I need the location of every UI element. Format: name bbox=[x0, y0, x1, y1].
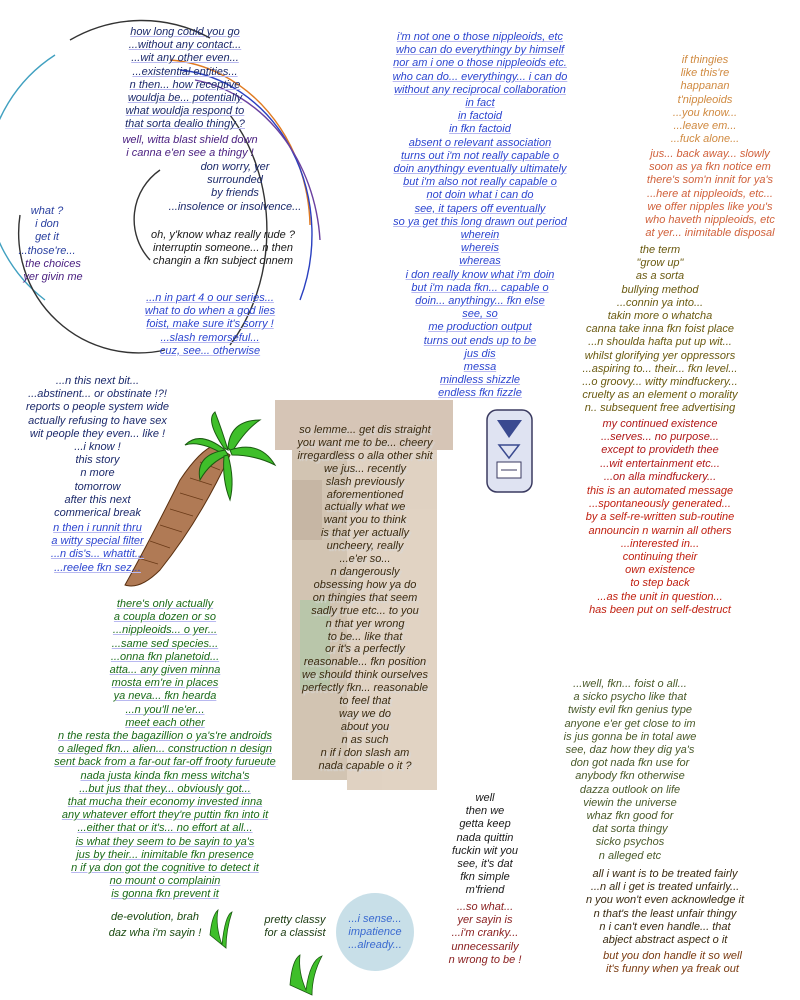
text-line: ...so what... bbox=[456, 901, 514, 913]
text-line: ...here at nippleoids, etc... bbox=[647, 187, 773, 200]
text-block-what-i-dont bbox=[12, 205, 82, 258]
text-line: pretty classy bbox=[264, 914, 326, 926]
text-line: get it bbox=[35, 231, 59, 244]
text-line: nada quittin bbox=[456, 831, 514, 844]
text-line: but i'm also not really capable o bbox=[403, 176, 557, 189]
text-line: canna take inna fkn foist place bbox=[586, 323, 734, 336]
text-line: as a sorta bbox=[635, 270, 685, 283]
text-block-lemme bbox=[285, 424, 445, 772]
text-line: a sicko psycho like that bbox=[573, 691, 687, 704]
text-line: ...n this next bit... bbox=[55, 375, 140, 387]
text-line: turns out i'm not really capable o bbox=[400, 149, 560, 162]
text-line: happanan bbox=[680, 80, 730, 93]
text-line: by a self-re-written sub-routine bbox=[585, 511, 735, 524]
text-line: nor am i one o those nippleoids etc. bbox=[393, 57, 567, 70]
text-line: fuckin wit you bbox=[451, 844, 519, 857]
text-line: aforementioned bbox=[326, 488, 404, 501]
text-line: ...you know... bbox=[672, 106, 738, 119]
text-line: abject abstract aspect o it bbox=[602, 934, 728, 947]
text-line: that sorta dealio thingy ? bbox=[125, 118, 245, 131]
text-line: changin a fkn subject onnem bbox=[152, 255, 294, 268]
text-line: wherein bbox=[460, 229, 500, 242]
text-line: sicko psychos bbox=[595, 836, 665, 849]
text-block-foist bbox=[540, 678, 720, 863]
text-line: dat sorta thingy bbox=[592, 823, 668, 836]
text-line: what ? bbox=[30, 205, 64, 217]
text-block-so-what bbox=[430, 901, 540, 967]
text-line: that mucha their economy invested inna bbox=[67, 796, 263, 809]
text-line: uncheery, really bbox=[326, 540, 404, 553]
text-block-next-bit bbox=[15, 375, 180, 520]
text-block-part4 bbox=[135, 292, 285, 358]
text-line: ...n all i get is treated unfairly... bbox=[590, 881, 740, 894]
text-line: see, daz how they dig ya's bbox=[565, 744, 695, 757]
text-line: own existence bbox=[625, 564, 695, 577]
text-line: unnecessarily bbox=[451, 940, 519, 953]
text-block-classy bbox=[250, 914, 340, 940]
text-block-dont-worry bbox=[150, 161, 320, 214]
text-line: a coupla dozen or so bbox=[113, 611, 217, 624]
text-line: n more bbox=[80, 467, 115, 480]
text-line: nada justa kinda fkn mess witcha's bbox=[80, 769, 250, 782]
text-line: cruelty as an element o morality bbox=[582, 389, 738, 402]
text-line: yer givin me bbox=[23, 271, 83, 284]
text-line: n if i don slash am bbox=[320, 746, 410, 759]
text-line: meet each other bbox=[125, 716, 205, 729]
text-line: n the resta the bagazillion o ya's're androids bbox=[58, 730, 272, 743]
text-line: well bbox=[475, 792, 495, 804]
text-line: but you don handle it so well bbox=[603, 950, 742, 962]
text-line: my continued existence bbox=[602, 418, 718, 430]
text-line: ...on alla mindfuckery... bbox=[603, 470, 717, 483]
text-line: is gonna fkn prevent it bbox=[111, 888, 219, 901]
text-line: see, it tapers off eventually bbox=[414, 202, 546, 215]
text-line: mosta em're in places bbox=[111, 677, 219, 690]
text-line: want you to think bbox=[323, 514, 407, 527]
text-line: tomorrow bbox=[74, 480, 121, 493]
text-line: in fact bbox=[465, 97, 495, 110]
text-block-grow-up bbox=[570, 244, 750, 416]
text-line: bullying method bbox=[621, 283, 699, 296]
text-line: ...n dis's... whattit... bbox=[50, 548, 145, 561]
text-line: to feel that bbox=[339, 695, 391, 708]
text-line: without any reciprocal collaboration bbox=[394, 83, 566, 96]
text-line: ...n shoulda hafta put up wit... bbox=[588, 336, 732, 349]
text-line: jus dis bbox=[464, 347, 496, 360]
text-line: ...n in part 4 o our series... bbox=[146, 292, 274, 304]
text-line: we offer nipples like you's bbox=[647, 200, 773, 213]
text-line: me production output bbox=[428, 321, 532, 334]
text-line: has been put on self-destruct bbox=[589, 603, 731, 616]
text-line: to step back bbox=[630, 577, 690, 590]
text-line: there's som'n innit for ya's bbox=[646, 174, 774, 187]
text-line: messa bbox=[463, 361, 497, 374]
text-line: n.. subsequent free advertising bbox=[584, 402, 736, 415]
text-line: n if ya don got the cognitive to detect it bbox=[71, 862, 259, 875]
text-line: like this're bbox=[680, 67, 730, 80]
text-line: foist, make sure it's sorry ! bbox=[146, 318, 274, 331]
text-block-rude bbox=[138, 229, 308, 269]
text-line: o alleged fkn... alien... construction n design bbox=[57, 743, 273, 756]
text-line: n that yer wrong bbox=[325, 617, 405, 630]
text-line: there's only actually bbox=[116, 598, 214, 610]
text-line: in factoid bbox=[457, 110, 503, 123]
text-block-special-filter bbox=[30, 522, 165, 575]
text-line: ...existential entities... bbox=[132, 65, 238, 78]
text-block-fairly bbox=[565, 868, 765, 947]
text-line: n dangerously bbox=[330, 565, 400, 578]
text-line: t'nippleoids bbox=[677, 93, 733, 106]
text-line: obsessing how ya do bbox=[313, 578, 417, 591]
text-line: so ya get this long drawn out period bbox=[393, 215, 567, 228]
text-line: don got nada fkn use for bbox=[570, 757, 690, 770]
text-line: ...aspiring to... their... fkn level... bbox=[582, 362, 738, 375]
text-line: dazza outlook on life bbox=[579, 783, 681, 796]
text-line: to be... like that bbox=[327, 630, 403, 643]
text-line: see, it's dat bbox=[457, 858, 513, 871]
text-line: except to provideth thee bbox=[601, 444, 719, 457]
text-line: the choices bbox=[25, 258, 81, 270]
text-line: a witty special filter bbox=[51, 535, 144, 548]
text-line: mindless shizzle bbox=[439, 374, 521, 387]
text-line: m'friend bbox=[465, 884, 505, 897]
text-line: sent back from a far-out far-off frooty furueute bbox=[54, 756, 276, 769]
text-line: doin anythingy eventually ultimately bbox=[393, 163, 567, 176]
text-block-choices bbox=[8, 258, 98, 284]
text-line: "grow up" bbox=[636, 257, 684, 270]
text-line: n then... how receptive bbox=[129, 78, 241, 91]
text-line: ...nippleoids... o yer... bbox=[112, 624, 218, 637]
text-line: ...fuck alone... bbox=[670, 133, 740, 146]
text-block-circle-intro bbox=[110, 26, 260, 132]
text-line: after this next bbox=[64, 493, 131, 506]
text-line: absent o relevant association bbox=[408, 136, 552, 149]
text-line: ...o groovy... witty mindfuckery... bbox=[582, 376, 738, 389]
text-line: n alleged etc bbox=[598, 849, 662, 862]
text-line: impatience bbox=[348, 926, 402, 939]
text-line: ...as the unit in question... bbox=[597, 590, 723, 603]
text-line: i don bbox=[35, 218, 59, 231]
text-block-androids bbox=[25, 598, 305, 902]
text-line: ...n you'll ne'er... bbox=[125, 703, 205, 716]
text-line: ya neva... fkn hearda bbox=[113, 690, 217, 703]
text-line: jus... back away... slowly bbox=[650, 148, 770, 160]
text-line: perfectly fkn... reasonable bbox=[302, 682, 428, 695]
text-line: not doin what i can do bbox=[426, 189, 534, 202]
text-line: ...wit any other even... bbox=[131, 52, 239, 65]
text-line: nada capable o it ? bbox=[318, 759, 412, 772]
text-line: about you bbox=[340, 720, 390, 733]
text-line: commerical break bbox=[54, 507, 141, 520]
text-line: ...either that or it's... no effort at all... bbox=[77, 822, 253, 835]
text-line: n you won't even acknowledge it bbox=[585, 894, 745, 907]
text-line: takin more o whatcha bbox=[607, 310, 713, 323]
text-line: this is an automated message bbox=[586, 485, 734, 497]
text-line: whilst glorifying yer oppressors bbox=[584, 349, 736, 362]
text-line: ...but jus that they... obviously got... bbox=[79, 782, 251, 795]
text-line: ...connin ya into... bbox=[616, 296, 704, 309]
text-block-back-away bbox=[625, 148, 795, 240]
text-line: or it's a perfectly bbox=[325, 643, 405, 656]
text-line: ...i'm cranky... bbox=[451, 927, 519, 940]
text-line: continuing their bbox=[622, 551, 698, 564]
text-line: on thingies that seem bbox=[312, 591, 418, 604]
totem-icon bbox=[487, 410, 532, 492]
text-line: ...well, fkn... foist o all... bbox=[573, 678, 687, 690]
text-line: surrounded bbox=[207, 174, 263, 187]
text-line: see, so bbox=[462, 308, 498, 321]
text-line: turns out ends up to be bbox=[423, 334, 537, 347]
text-line: n then i runnit thru bbox=[53, 522, 142, 534]
text-line: de-evolution, brah bbox=[110, 911, 200, 923]
text-line: so lemme... get dis straight bbox=[299, 424, 431, 436]
text-line: n that's the least unfair thingy bbox=[593, 907, 737, 920]
text-block-if-thingies bbox=[650, 54, 760, 146]
text-line: ...interested in... bbox=[620, 537, 700, 550]
text-line: ...without any contact... bbox=[128, 39, 242, 52]
text-line: it's funny when ya freak out bbox=[606, 963, 739, 976]
text-line: atta... any given minna bbox=[109, 664, 221, 677]
text-line: ...i sense... bbox=[348, 913, 402, 925]
text-line: is that yer actually bbox=[320, 527, 410, 540]
text-line: who can do... everythingy... i can do bbox=[392, 70, 568, 83]
text-line: twisty evil fkn genius type bbox=[567, 704, 693, 717]
text-line: interruptin someone... n then bbox=[152, 242, 294, 255]
text-line: by friends bbox=[211, 187, 259, 200]
text-line: is what they seem to be sayin to ya's bbox=[75, 835, 255, 848]
text-line: is jus gonna be in total awe bbox=[563, 730, 697, 743]
text-block-nippleoids bbox=[380, 31, 580, 401]
text-line: for a classist bbox=[264, 927, 326, 940]
text-line: who haveth nippleoids, etc bbox=[645, 214, 775, 227]
text-line: getta keep bbox=[459, 818, 511, 831]
text-line: any whatever effort they're puttin fkn into it bbox=[61, 809, 269, 822]
text-line: irregardless o alla other shit bbox=[297, 449, 433, 462]
text-line: ...already... bbox=[348, 939, 402, 952]
text-line: we jus... recently bbox=[324, 462, 406, 475]
text-line: i canna e'en see a thingy ! bbox=[126, 147, 254, 160]
text-block-blast-shield bbox=[110, 134, 270, 160]
text-line: wit people they even... like ! bbox=[29, 427, 166, 440]
text-line: sadly true etc... to you bbox=[311, 604, 419, 617]
text-line: whereas bbox=[459, 255, 501, 268]
text-line: ...same sed species... bbox=[111, 637, 219, 650]
text-line: slash previously bbox=[325, 475, 405, 488]
text-line: ...onna fkn planetoid... bbox=[110, 650, 220, 663]
text-line: who can do everythingy by himself bbox=[395, 44, 565, 57]
text-line: ...reelee fkn sez... bbox=[54, 561, 141, 574]
text-line: announcin n warnin all others bbox=[588, 524, 732, 537]
text-line: ...slash remorseful... bbox=[160, 331, 260, 344]
text-line: cuz, see... otherwise bbox=[159, 344, 261, 357]
text-line: ...serves... no purpose... bbox=[600, 431, 719, 444]
text-line: we should think ourselves bbox=[302, 669, 428, 682]
text-line: wouldja be... potentially bbox=[127, 92, 243, 105]
text-block-well-then bbox=[435, 792, 535, 898]
text-line: ...i know ! bbox=[74, 441, 121, 454]
text-line: daz wha i'm sayin ! bbox=[108, 927, 202, 940]
text-line: viewin the universe bbox=[583, 796, 677, 809]
text-line: ...wit entertainment etc... bbox=[600, 457, 720, 470]
text-line: ...spontaneously generated... bbox=[589, 498, 731, 511]
text-line: you want me to be... cheery bbox=[297, 436, 433, 449]
text-block-devolution bbox=[80, 911, 230, 940]
text-block-freak-out bbox=[580, 950, 765, 976]
text-line: reasonable... fkn position bbox=[303, 656, 427, 669]
text-line: n as such bbox=[341, 733, 389, 746]
text-line: don worry, yer bbox=[200, 161, 270, 173]
text-line: all i want is to be treated fairly bbox=[592, 868, 738, 880]
text-block-existence bbox=[570, 418, 750, 484]
text-line: ...abstinent... or obstinate !?! bbox=[28, 388, 167, 401]
text-line: soon as ya fkn notice em bbox=[649, 161, 771, 174]
text-line: no mount o complainin bbox=[109, 875, 221, 888]
text-line: ...e'er so... bbox=[339, 553, 391, 566]
text-line: endless fkn fizzle bbox=[438, 387, 522, 400]
text-line: jus by their... inimitable fkn presence bbox=[76, 848, 254, 861]
text-line: n wrong to be ! bbox=[448, 953, 522, 966]
text-line: what to do when a god lies bbox=[144, 305, 276, 318]
text-line: anybody fkn otherwise bbox=[575, 770, 685, 783]
text-line: whaz fkn good for bbox=[586, 810, 674, 823]
text-line: ...leave em... bbox=[673, 120, 737, 133]
text-line: yer sayin is bbox=[457, 914, 513, 927]
text-line: actually what we bbox=[324, 501, 406, 514]
text-line: doin... anythingy... fkn else bbox=[415, 295, 545, 308]
text-line: n i can't even handle... that bbox=[599, 920, 731, 933]
text-line: ...insolence or insolvence... bbox=[168, 200, 302, 213]
text-line: fkn simple bbox=[460, 871, 510, 884]
text-line: oh, y'know whaz really rude ? bbox=[151, 229, 295, 241]
text-block-automated bbox=[565, 485, 755, 617]
text-line: if thingies bbox=[681, 54, 729, 66]
text-line: this story bbox=[75, 454, 120, 467]
text-line: well, witta blast shield down bbox=[122, 134, 258, 146]
text-line: way we do bbox=[339, 707, 391, 720]
text-line: what wouldja respond to bbox=[125, 105, 245, 118]
text-block-sense bbox=[336, 913, 414, 953]
text-line: actually refusing to have sex bbox=[28, 414, 167, 427]
text-line: the term bbox=[639, 244, 681, 256]
text-line: whereis bbox=[461, 242, 499, 255]
text-line: i'm not one o those nippleoids, etc bbox=[397, 31, 563, 43]
text-line: reports o people system wide bbox=[25, 401, 170, 414]
text-line: then we bbox=[465, 805, 505, 818]
text-line: at yer... inimitable disposal bbox=[645, 227, 775, 240]
text-line: but i'm nada fkn... capable o bbox=[411, 281, 549, 294]
text-line: how long could you go bbox=[130, 26, 240, 38]
text-line: in fkn factoid bbox=[449, 123, 511, 136]
text-line: ...those're... bbox=[18, 244, 76, 257]
text-line: i don really know what i'm doin bbox=[405, 268, 555, 281]
text-line: anyone e'er get close to im bbox=[564, 717, 696, 730]
